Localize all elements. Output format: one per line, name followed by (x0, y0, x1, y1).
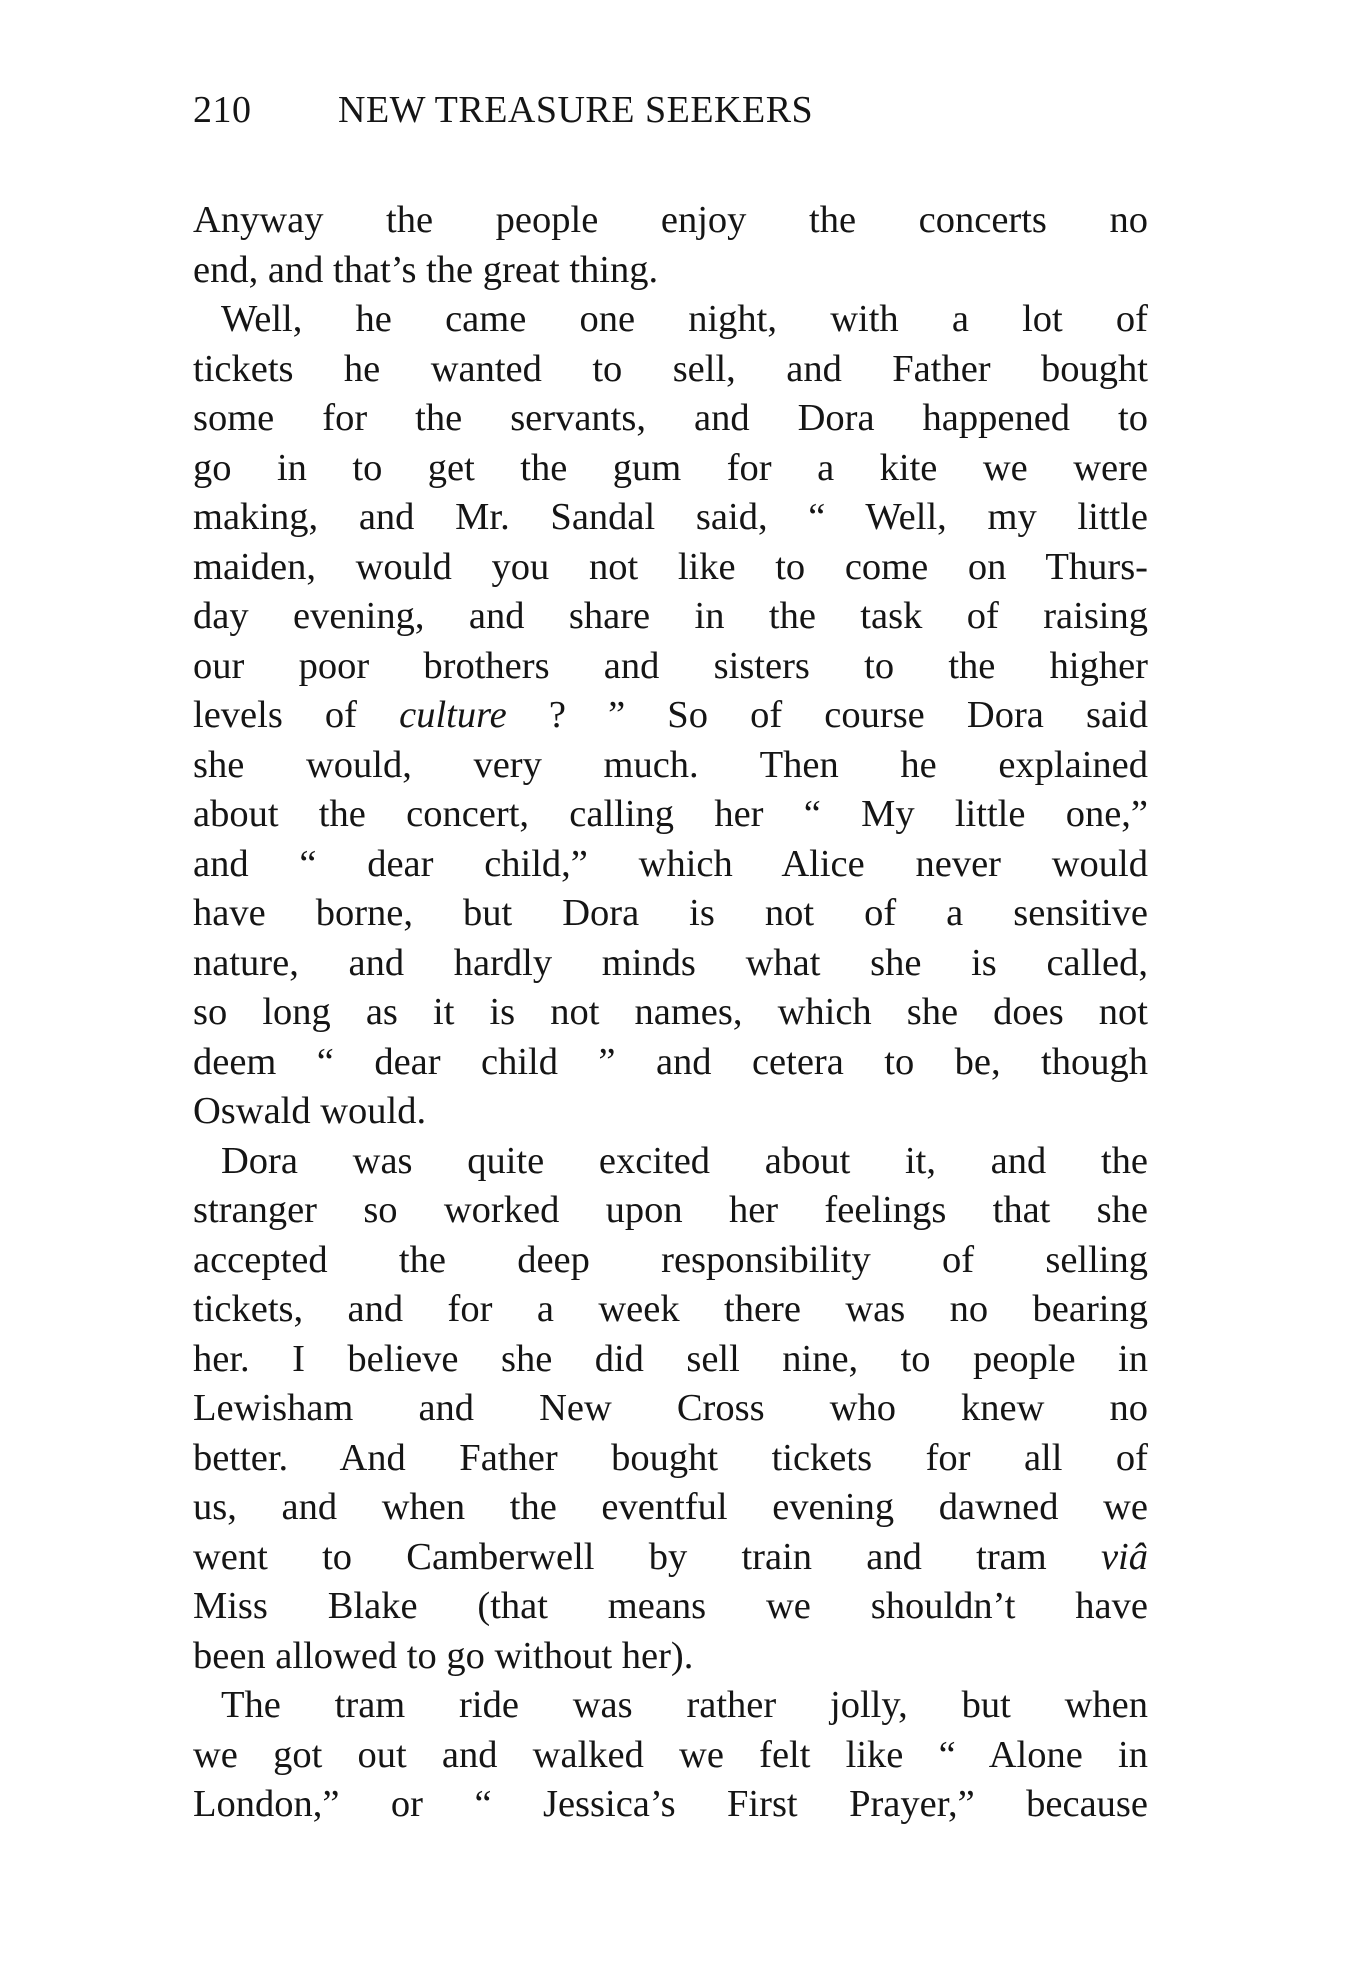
paragraph (193, 295, 1148, 1137)
text-line: about the concert, calling her “ My little one,” (193, 793, 1148, 835)
text-line: went to Camberwell by train and tram viâ (193, 1535, 1148, 1578)
text-line: we got out and walked we felt like “ Alone in (193, 1733, 1148, 1776)
page-number: 210 (193, 89, 252, 131)
text-line: accepted the deep responsibility of selling (193, 1238, 1148, 1281)
paragraph (193, 196, 1148, 295)
text-line: making, and Mr. Sandal said, “ Well, my little (193, 496, 1148, 538)
text-line: so long as it is not names, which she does not (193, 991, 1148, 1033)
text-line: London,” or “ Jessica’s First Prayer,” because (193, 1783, 1148, 1825)
text-line: our poor brothers and sisters to the higher (193, 644, 1148, 687)
text-line: and “ dear child,” which Alice never would (193, 842, 1148, 885)
text-line: go in to get the gum for a kite we were (193, 446, 1148, 489)
text-line: her. I believe she did sell nine, to people in (193, 1337, 1148, 1380)
page-body-text (193, 196, 1148, 1830)
text-line: Anyway the people enjoy the concerts no (193, 199, 1148, 241)
text-line: nature, and hardly minds what she is called, (193, 941, 1148, 984)
text-line: stranger so worked upon her feelings that she (193, 1189, 1148, 1231)
text-line: levels of culture ? ” So of course Dora said (193, 694, 1148, 736)
text-line: Lewisham and New Cross who knew no (193, 1387, 1148, 1429)
text-line: some for the servants, and Dora happened to (193, 397, 1148, 439)
running-title: NEW TREASURE SEEKERS (338, 89, 814, 131)
text-line: maiden, would you not like to come on Thurs- (193, 545, 1148, 588)
text-line: tickets he wanted to sell, and Father bought (193, 347, 1148, 390)
text-line: us, and when the eventful evening dawned we (193, 1486, 1148, 1528)
text-line: have borne, but Dora is not of a sensitive (193, 892, 1148, 934)
text-line: Miss Blake (that means we shouldn’t have (193, 1585, 1148, 1627)
text-line: Dora was quite excited about it, and the (221, 1139, 1148, 1182)
text-line: The tram ride was rather jolly, but when (221, 1684, 1148, 1726)
paragraph (193, 1137, 1148, 1682)
text-line: been allowed to go without her). (193, 1634, 694, 1677)
text-line: Well, he came one night, with a lot of (221, 298, 1148, 340)
paragraph (193, 1681, 1148, 1830)
text-line: end, and that’s the great thing. (193, 248, 659, 291)
text-line: day evening, and share in the task of raising (193, 595, 1148, 637)
text-line: better. And Father bought tickets for all of (193, 1436, 1148, 1479)
text-line: she would, very much. Then he explained (193, 743, 1148, 786)
text-line: tickets, and for a week there was no bearing (193, 1288, 1148, 1330)
text-line: deem “ dear child ” and cetera to be, though (193, 1040, 1148, 1083)
text-line: Oswald would. (193, 1090, 427, 1132)
